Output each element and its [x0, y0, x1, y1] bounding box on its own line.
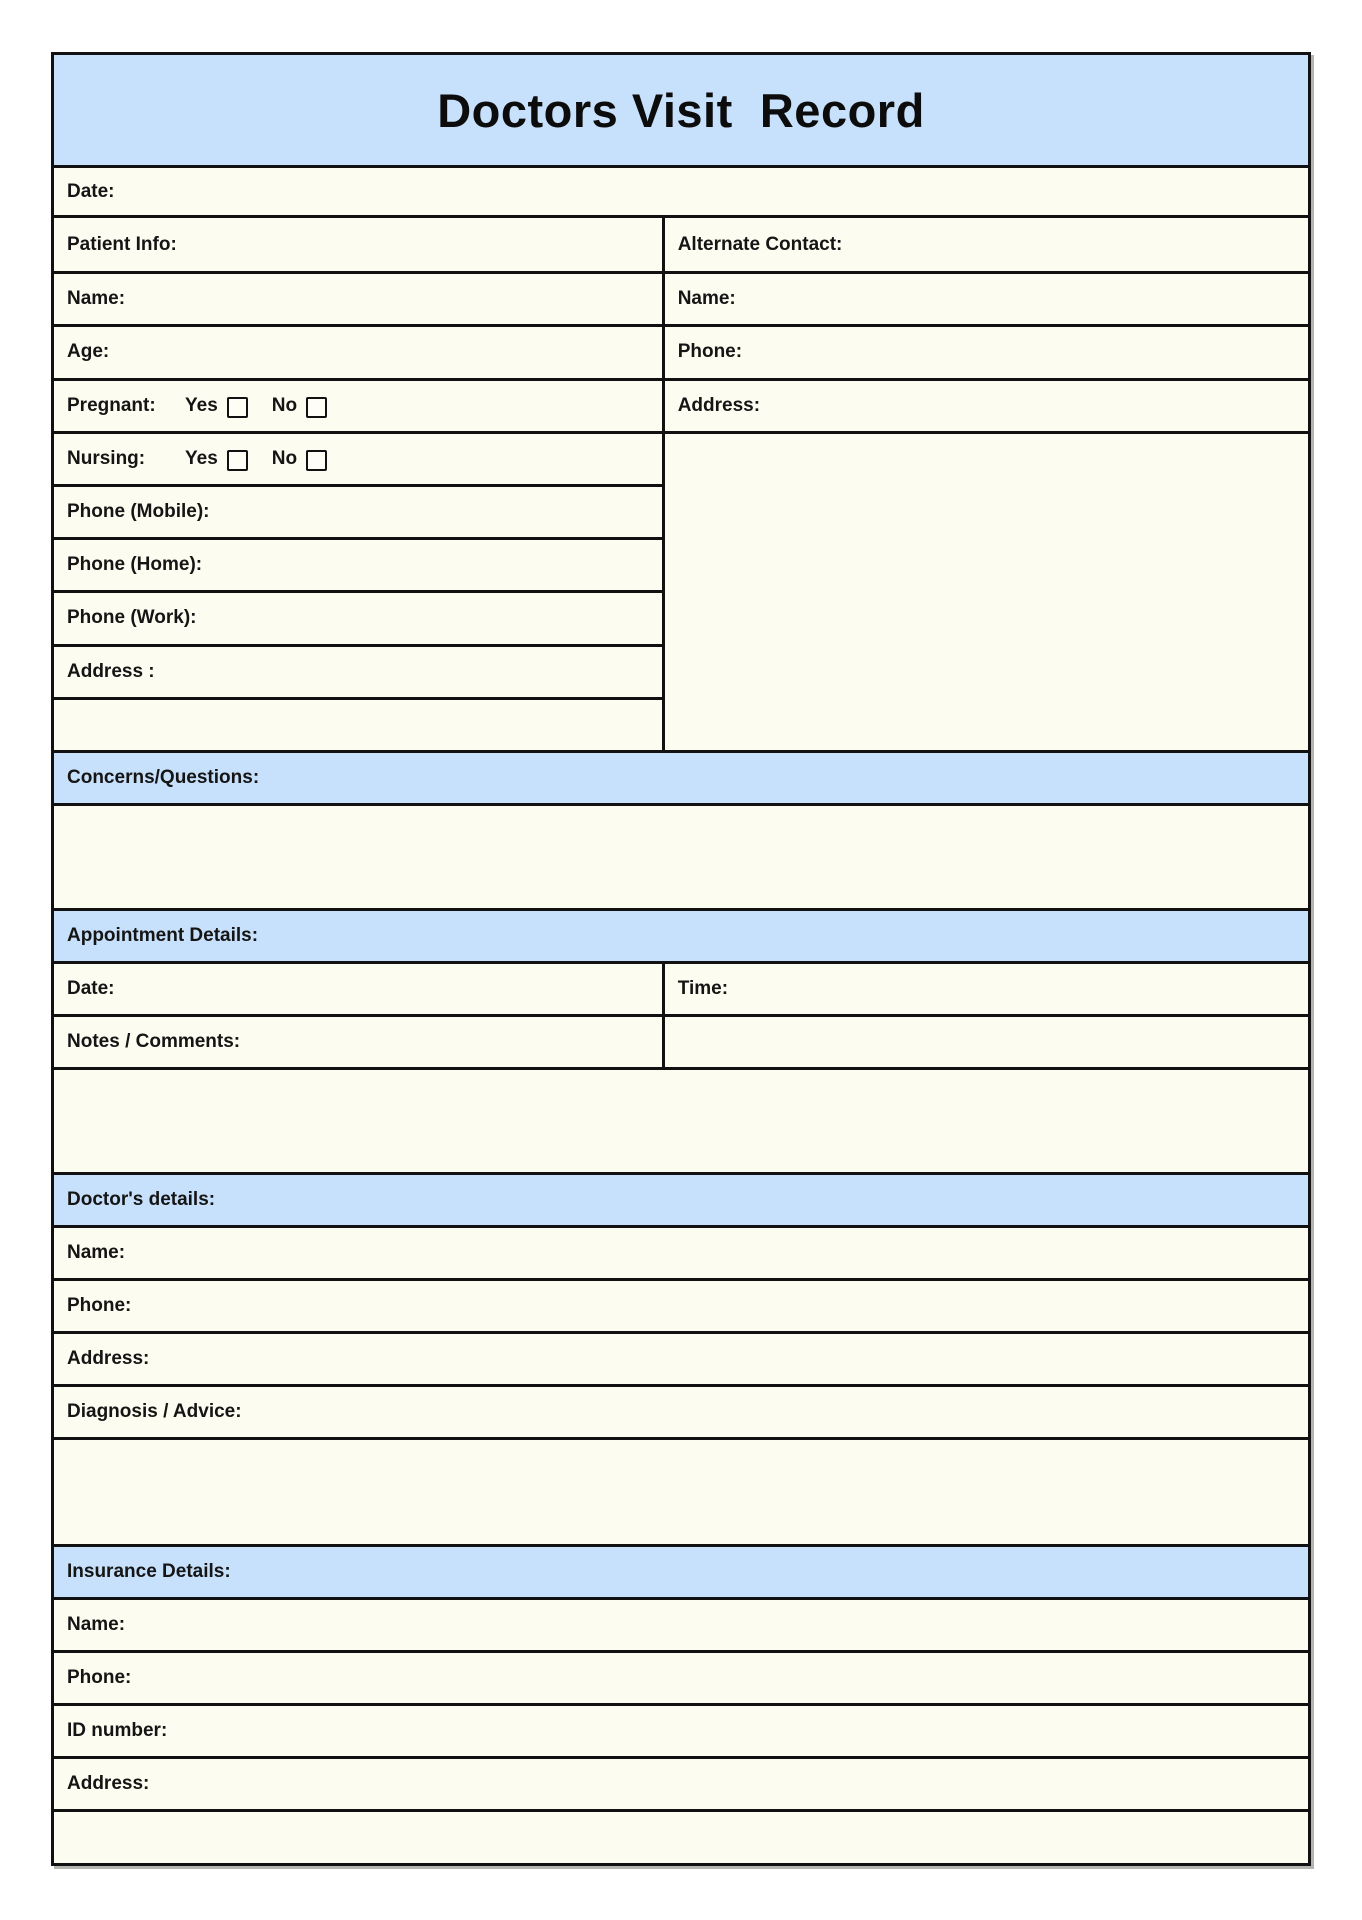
alternate-name-label: Name: [677, 288, 736, 310]
doctor-phone-label: Phone: [67, 1295, 132, 1316]
patient-info-header [54, 218, 662, 271]
insurance-details-header-label: Insurance Details: [67, 1561, 231, 1582]
doctor-name-label: Name: [67, 1242, 126, 1263]
form-title: Doctors Visit Record [437, 83, 925, 137]
appointment-details-header-label: Appointment Details: [67, 925, 259, 946]
patient-name-field[interactable] [54, 271, 662, 324]
pregnant-no-checkbox[interactable] [306, 397, 327, 418]
phone-work-label: Phone (Work): [67, 607, 197, 629]
alternate-address-field[interactable] [665, 378, 1308, 431]
patient-info-column [54, 218, 665, 750]
phone-work-field[interactable] [54, 590, 662, 643]
insurance-id-number-field[interactable] [54, 1703, 1308, 1756]
insurance-details-header [54, 1544, 1308, 1597]
insurance-name-label: Name: [67, 1614, 126, 1635]
nursing-no-label: No [271, 447, 298, 469]
pregnant-label: Pregnant: [67, 394, 156, 416]
appointment-time-field[interactable] [665, 964, 1308, 1014]
doctor-address-field[interactable] [54, 1331, 1308, 1384]
notes-comments-side-cell[interactable] [665, 1017, 1308, 1067]
insurance-phone-field[interactable] [54, 1650, 1308, 1703]
phone-home-label: Phone (Home): [67, 554, 203, 576]
diagnosis-advice-field[interactable] [54, 1384, 1308, 1437]
appointment-time-label: Time: [677, 978, 729, 999]
appointment-details-header [54, 908, 1308, 961]
pregnant-field [54, 378, 662, 431]
notes-comments-field[interactable] [54, 1017, 665, 1067]
appointment-date-field[interactable] [54, 964, 665, 1014]
notes-comments-row [54, 1014, 1308, 1067]
concerns-header-label: Concerns/Questions: [67, 767, 260, 788]
diagnosis-advice-label: Diagnosis / Advice: [67, 1401, 242, 1422]
doctors-visit-form [51, 52, 1311, 1866]
patient-address-label: Address : [67, 660, 155, 682]
patient-age-field[interactable] [54, 324, 662, 377]
doctor-phone-field[interactable] [54, 1278, 1308, 1331]
insurance-name-field[interactable] [54, 1597, 1308, 1650]
alternate-name-field[interactable] [665, 271, 1308, 324]
insurance-id-number-label: ID number: [67, 1720, 168, 1741]
doctor-address-label: Address: [67, 1348, 150, 1369]
nursing-label: Nursing: [67, 447, 146, 469]
patient-info-header-label: Patient Info: [67, 233, 177, 255]
notes-comments-label: Notes / Comments: [67, 1031, 241, 1052]
insurance-address-field[interactable] [54, 1756, 1308, 1809]
patient-address-write-area[interactable] [54, 697, 662, 750]
form-title-bar [54, 55, 1308, 165]
insurance-address-label: Address: [67, 1773, 150, 1794]
nursing-no-checkbox[interactable] [306, 450, 327, 471]
pregnant-no-label: No [271, 394, 298, 416]
nursing-yes-checkbox[interactable] [227, 450, 248, 471]
alternate-contact-column [665, 218, 1308, 750]
pregnant-yes-checkbox[interactable] [227, 397, 248, 418]
diagnosis-write-area[interactable] [54, 1437, 1308, 1544]
patient-age-label: Age: [67, 341, 110, 363]
concerns-write-area[interactable] [54, 803, 1308, 908]
appointment-date-time-row [54, 961, 1308, 1014]
concerns-header [54, 750, 1308, 803]
alternate-contact-header-label: Alternate Contact: [677, 233, 843, 255]
alternate-address-label: Address: [677, 394, 761, 416]
doctors-details-header-label: Doctor's details: [67, 1189, 216, 1210]
nursing-yes-label: Yes [185, 447, 218, 469]
doctor-name-field[interactable] [54, 1225, 1308, 1278]
phone-mobile-label: Phone (Mobile): [67, 501, 210, 523]
phone-mobile-field[interactable] [54, 484, 662, 537]
insurance-phone-label: Phone: [67, 1667, 132, 1688]
alternate-contact-header [665, 218, 1308, 271]
insurance-address-write-area[interactable] [54, 1809, 1308, 1863]
date-field[interactable] [54, 165, 1308, 215]
date-field-label: Date: [67, 180, 115, 202]
notes-comments-write-area[interactable] [54, 1067, 1308, 1172]
phone-home-field[interactable] [54, 537, 662, 590]
alternate-address-write-area[interactable] [665, 431, 1308, 750]
patient-name-label: Name: [67, 288, 126, 310]
doctors-details-header [54, 1172, 1308, 1225]
pregnant-yes-label: Yes [185, 394, 218, 416]
appointment-date-label: Date: [67, 978, 115, 999]
alternate-phone-field[interactable] [665, 324, 1308, 377]
alternate-phone-label: Phone: [677, 341, 743, 363]
nursing-field [54, 431, 662, 484]
patient-contact-section [54, 215, 1308, 750]
patient-address-field[interactable] [54, 644, 662, 697]
